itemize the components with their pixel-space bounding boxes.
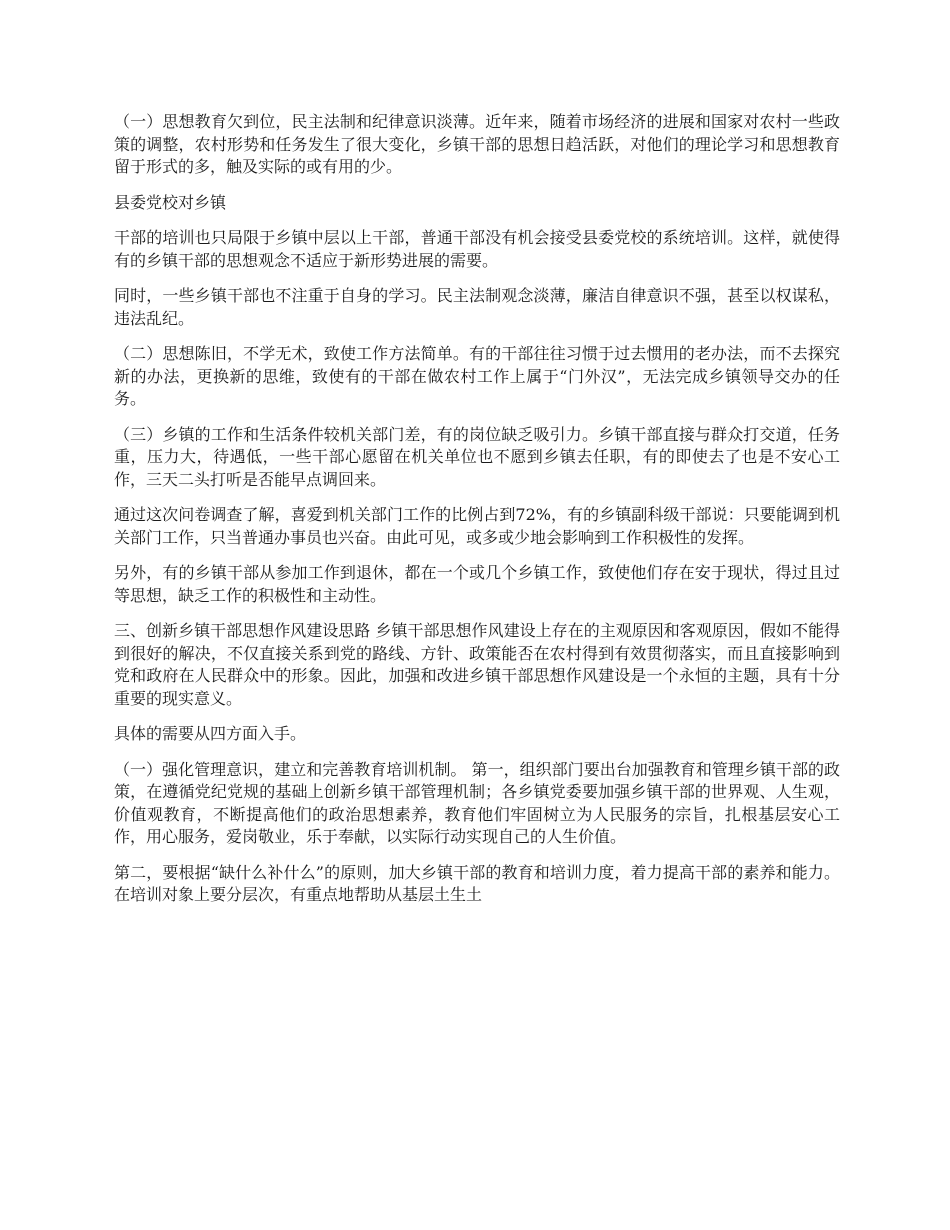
paragraph-10: 具体的需要从四方面入手。: [114, 724, 307, 743]
paragraph-11: （一）强化管理意识，建立和完善教育培训机制。 第一，组织部门要出台加强教育和管理乡镇干部的政策，在遵循党纪党规的基础上创新乡镇干部管理机制；各乡镇党委要加强乡镇干部的世界观、人生观，价值观教育，不断提高他们的政治思想素养，教育他们牢固树立为人民服务的宗旨，扎根基层安心工作，用心服务，爱岗敬业，乐于奉献，以实际行动实现自己的人生价值。: [114, 759, 840, 846]
paragraph-3: 干部的培训也只局限于乡镇中层以上干部，普通干部没有机会接受县委党校的系统培训。这样，就使得有的乡镇干部的思想观念不适应于新形势进展的需要。: [114, 228, 840, 270]
paragraph-6: （三）乡镇的工作和生活条件较机关部门差，有的岗位缺乏吸引力。乡镇干部直接与群众打交道，任务重，压力大，待遇低，一些干部心愿留在机关单位也不愿到乡镇去任职，有的即使去了也是不安心工作，三天二头打听是否能早点调回来。: [114, 424, 840, 489]
document-body: [114, 111, 840, 920]
paragraph-9: 三、创新乡镇干部思想作风建设思路 乡镇干部思想作风建设上存在的主观原因和客观原因，假如不能得到很好的解决，不仅直接关系到党的路线、方针、政策能否在农村得到有效贯彻落实，而且直接影响到党和政府在人民群众中的形象。因此，加强和改进乡镇干部思想作风建设是一个永恒的主题，具有十分重要的现实意义。: [114, 621, 840, 708]
paragraph-2: 县委党校对乡镇: [114, 192, 227, 212]
paragraph-5: （二）思想陈旧，不学无术，致使工作方法简单。有的干部往往习惯于过去惯用的老办法，而不去探究新的办法，更换新的思维，致使有的干部在做农村工作上属于“门外汉”，无法完成乡镇领导交办的任务。: [114, 344, 840, 408]
paragraph-1: （一）思想教育欠到位，民主法制和纪律意识淡薄。近年来，随着市场经济的进展和国家对农村一些政策的调整，农村形势和任务发生了很大变化，乡镇干部的思想日趋活跃，对他们的理论学习和思想教育留于形式的多，触及实际的或有用的少。: [114, 112, 840, 176]
paragraph-7: 通过这次问卷调查了解，喜爱到机关部门工作的比例占到72%，有的乡镇副科级干部说：只要能调到机关部门工作，只当普通办事员也兴奋。由此可见，或多或少地会影响到工作积极性的发挥。: [114, 505, 840, 547]
paragraph-8: 另外，有的乡镇干部从参加工作到退休，都在一个或几个乡镇工作，致使他们存在安于现状，得过且过等思想，缺乏工作的积极性和主动性。: [114, 563, 840, 605]
paragraph-4: 同时，一些乡镇干部也不注重于自身的学习。民主法制观念淡薄，廉洁自律意识不强，甚至以权谋私，违法乱纪。: [114, 286, 840, 328]
paragraph-12: 第二，要根据“缺什么补什么”的原则，加大乡镇干部的教育和培训力度，着力提高干部的素养和能力。在培训对象上要分层次，有重点地帮助从基层土生土: [114, 862, 840, 904]
